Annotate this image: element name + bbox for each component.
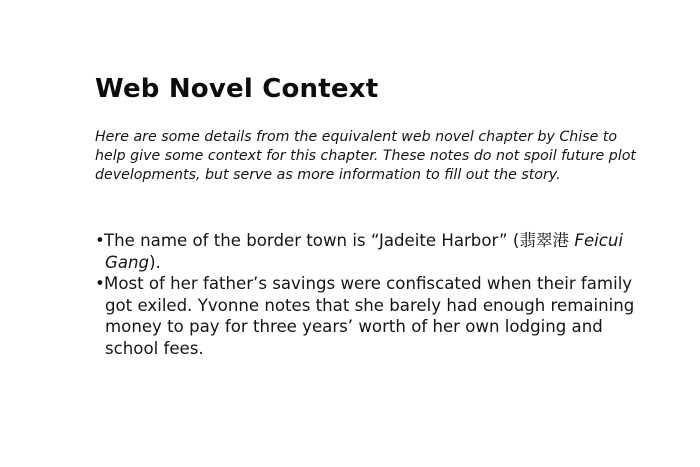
note-italic-text: Gang xyxy=(105,252,150,272)
page-title: Web Novel Context xyxy=(95,74,379,104)
bullet: • xyxy=(95,274,105,293)
intro-paragraph xyxy=(95,128,636,185)
bullet: • xyxy=(95,231,105,250)
note-line: Most of her father’s savings were confiscated when their family xyxy=(104,274,633,293)
note-line xyxy=(104,252,605,274)
note-line: got exiled. Yvonne notes that she barely had enough remaining xyxy=(105,295,635,315)
note-line: school fees. xyxy=(105,338,204,358)
intro-line: help give some context for this chapter. These notes do not spoil future plot xyxy=(95,148,636,164)
note-line xyxy=(104,230,624,252)
note-line: money to pay for three years’ worth of her own lodging and xyxy=(105,317,603,336)
note-italic-text: Feicui xyxy=(574,231,624,250)
list-item xyxy=(95,273,635,359)
notes-list xyxy=(95,230,635,359)
note-text: ). xyxy=(149,252,161,272)
intro-line: Here are some details from the equivalent web novel chapter by Chise to xyxy=(95,129,618,145)
note-text: The name of the border town is “Jadeite Harbor” (翡翠港 xyxy=(104,231,575,250)
list-item xyxy=(95,230,624,273)
intro-line: developments, but serve as more information to fill out the story. xyxy=(95,167,561,183)
